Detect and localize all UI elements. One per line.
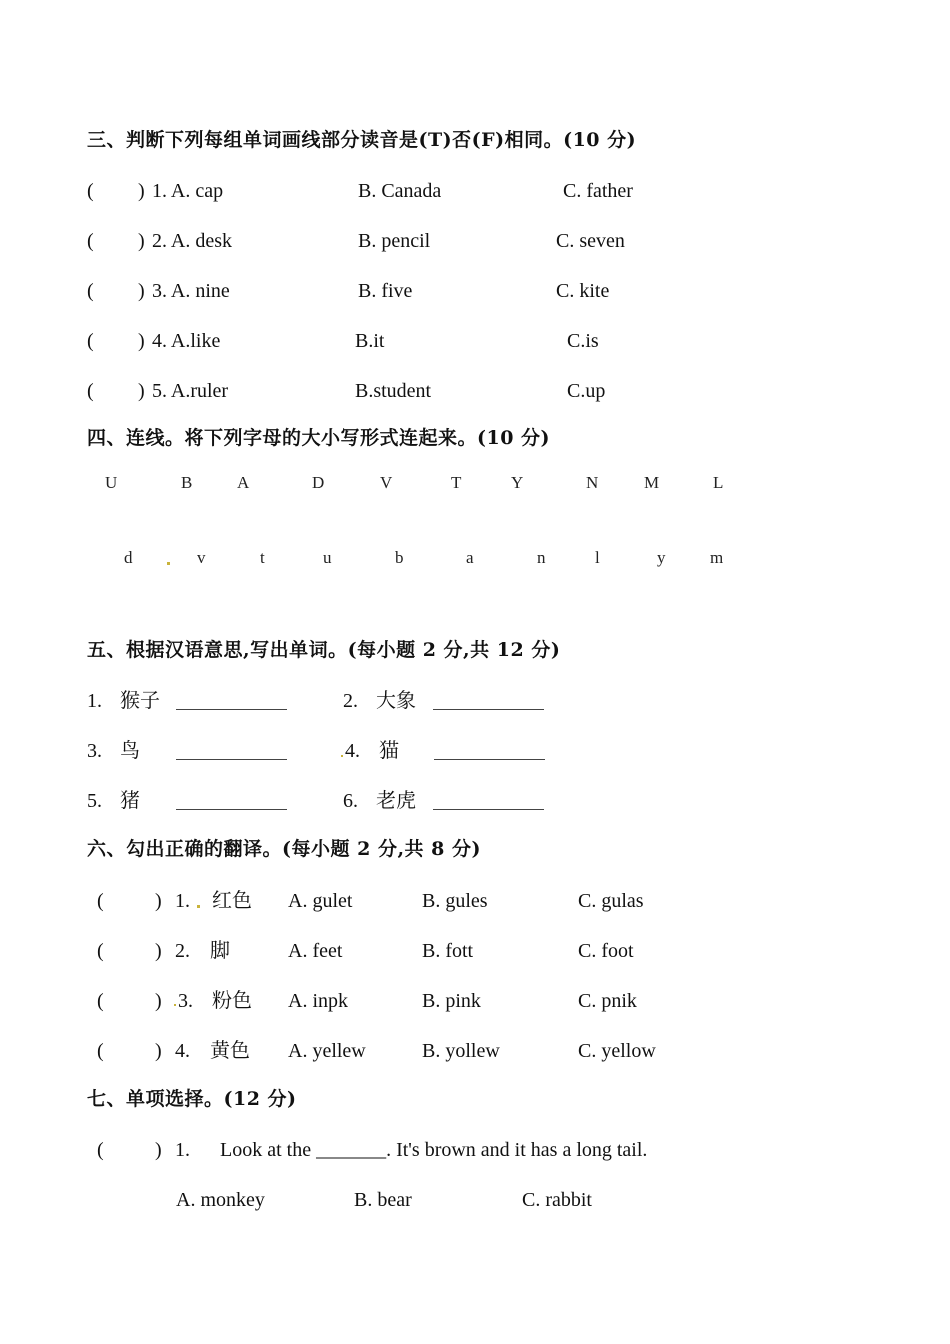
lowercase-letter[interactable]: a — [466, 548, 474, 567]
item-number: 1. — [175, 890, 190, 912]
answer-paren-close: ) — [155, 890, 162, 912]
chinese-word: 黄色 — [210, 1040, 250, 1062]
option-a: A. gulet — [288, 890, 353, 912]
option-a: A. feet — [288, 940, 343, 962]
chinese-word: 脚 — [210, 940, 230, 962]
lowercase-letter[interactable]: v — [197, 548, 206, 567]
answer-paren-open: ( — [87, 380, 94, 402]
option-b: B. bear — [354, 1189, 412, 1211]
item-number: 5. — [87, 790, 102, 812]
answer-blank[interactable] — [433, 691, 544, 710]
chinese-word: 老虎 — [376, 790, 416, 812]
uppercase-letter[interactable]: T — [451, 473, 462, 492]
answer-paren-close: ) — [138, 380, 145, 402]
option-b: B. yollew — [422, 1040, 500, 1062]
option-c: C. rabbit — [522, 1189, 592, 1211]
option-a: 5. A.ruler — [152, 380, 229, 402]
item-number: 1. — [175, 1139, 190, 1161]
answer-blank[interactable] — [434, 741, 545, 760]
answer-paren-open: ( — [87, 230, 94, 252]
section-6-title: 六、勾出正确的翻译。(每小题 2 分,共 8 分) — [87, 838, 481, 860]
uppercase-letter[interactable]: V — [380, 473, 393, 492]
option-c: C. yellow — [578, 1040, 656, 1062]
option-a: 3. A. nine — [152, 280, 230, 302]
section-3-title: 三、判断下列每组单词画线部分读音是(T)否(F)相同。(10 分) — [87, 129, 637, 151]
option-a: 4. A.like — [152, 330, 221, 352]
answer-paren-close: ) — [155, 990, 162, 1012]
lowercase-letter[interactable]: m — [710, 548, 724, 567]
answer-paren-open: ( — [87, 330, 94, 352]
item-number: 4. — [345, 740, 360, 762]
stray-dot — [174, 1004, 176, 1006]
option-a: A. yellew — [288, 1040, 366, 1062]
option-a: A. inpk — [288, 990, 348, 1012]
option-a: 2. A. desk — [152, 230, 232, 252]
lowercase-letter[interactable]: d — [124, 548, 133, 567]
stray-dot — [167, 562, 170, 565]
uppercase-letter[interactable]: Y — [511, 473, 524, 492]
option-b: B. gules — [422, 890, 488, 912]
answer-blank[interactable] — [433, 791, 544, 810]
answer-paren-close: ) — [155, 1040, 162, 1062]
option-a: 1. A. cap — [152, 180, 224, 202]
answer-paren-close: ) — [138, 330, 145, 352]
uppercase-letter[interactable]: L — [713, 473, 724, 492]
answer-paren-open: ( — [87, 280, 94, 302]
option-c: C.up — [567, 380, 606, 402]
lowercase-letter[interactable]: n — [537, 548, 546, 567]
uppercase-letter[interactable]: D — [312, 473, 325, 492]
answer-paren-close: ) — [138, 180, 145, 202]
chinese-word: 红色 — [212, 890, 252, 912]
option-c: C. pnik — [578, 990, 637, 1012]
question-stem: Look at the _______. It's brown and it has a long tail. — [220, 1139, 648, 1161]
item-number: 3. — [178, 990, 193, 1012]
uppercase-letter[interactable]: U — [105, 473, 118, 492]
option-b: B. Canada — [358, 180, 442, 202]
option-a: A. monkey — [176, 1189, 265, 1211]
lowercase-letter[interactable]: b — [395, 548, 404, 567]
stray-dot — [341, 755, 343, 757]
option-b: B.student — [355, 380, 432, 402]
chinese-word: 大象 — [376, 690, 416, 712]
lowercase-letter[interactable]: t — [260, 548, 265, 567]
option-c: C.is — [567, 330, 599, 352]
answer-paren-open: ( — [87, 180, 94, 202]
answer-paren-close: ) — [138, 230, 145, 252]
option-b: B. pencil — [358, 230, 431, 252]
answer-blank[interactable] — [176, 791, 287, 810]
uppercase-letter[interactable]: A — [237, 473, 250, 492]
item-number: 3. — [87, 740, 102, 762]
option-b: B. fott — [422, 940, 474, 962]
chinese-word: 鸟 — [120, 740, 140, 762]
uppercase-letter[interactable]: M — [644, 473, 660, 492]
option-c: C. foot — [578, 940, 634, 962]
lowercase-letter[interactable]: l — [595, 548, 600, 567]
stray-dot — [197, 905, 200, 908]
uppercase-letter[interactable]: N — [586, 473, 599, 492]
answer-paren-open: ( — [97, 940, 104, 962]
option-c: C. seven — [556, 230, 625, 252]
item-number: 2. — [343, 690, 358, 712]
answer-blank[interactable] — [176, 741, 287, 760]
option-b: B.it — [355, 330, 385, 352]
section-7-title: 七、单项选择。(12 分) — [87, 1088, 297, 1110]
item-number: 2. — [175, 940, 190, 962]
section-4-title: 四、连线。将下列字母的大小写形式连起来。(10 分) — [87, 427, 551, 449]
lowercase-letter[interactable]: y — [657, 548, 666, 567]
answer-paren-open: ( — [97, 990, 104, 1012]
chinese-word: 粉色 — [212, 990, 252, 1012]
answer-paren-open: ( — [97, 1139, 104, 1161]
chinese-word: 猫 — [379, 740, 399, 762]
item-number: 6. — [343, 790, 358, 812]
option-b: B. pink — [422, 990, 481, 1012]
chinese-word: 猪 — [120, 790, 140, 812]
chinese-word: 猴子 — [120, 690, 160, 712]
option-b: B. five — [358, 280, 413, 302]
uppercase-letter[interactable]: B — [181, 473, 193, 492]
item-number: 4. — [175, 1040, 190, 1062]
lowercase-letter[interactable]: u — [323, 548, 332, 567]
answer-paren-close: ) — [155, 1139, 162, 1161]
answer-paren-open: ( — [97, 1040, 104, 1062]
item-number: 1. — [87, 690, 102, 712]
answer-paren-close: ) — [155, 940, 162, 962]
option-c: C. gulas — [578, 890, 644, 912]
answer-blank[interactable] — [176, 691, 287, 710]
option-c: C. father — [563, 180, 633, 202]
option-c: C. kite — [556, 280, 610, 302]
section-5-title: 五、根据汉语意思,写出单词。(每小题 2 分,共 12 分) — [87, 639, 561, 661]
answer-paren-open: ( — [97, 890, 104, 912]
answer-paren-close: ) — [138, 280, 145, 302]
